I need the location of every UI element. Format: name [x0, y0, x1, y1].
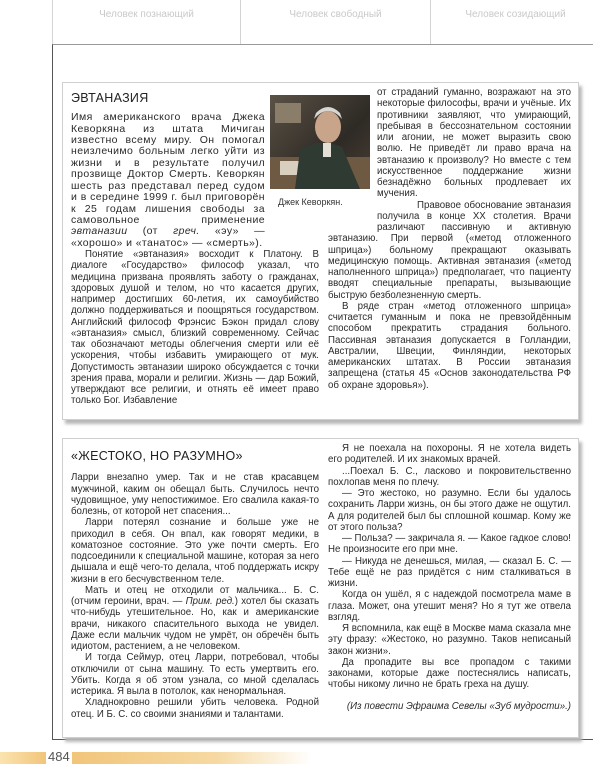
- euthanasia-intro: Имя американского врача Джека Кеворкяна из штата Мичиган известно всему миру. Он помогал неизлечимо больным легко уйти из жизни и в результате получил прозвище Доктор Смерть. Кеворкян шесть раз представал перед судом и в середине 1999 г. был приговорён к 25 годам лишения свободы за самовольное применение эвтаназии (от греч. «эу» — «хорошо» и «танатос» — «смерть»).: [71, 111, 265, 249]
- story-paragraph: Мать и отец не отходили от мальчика... Б. С. (отчим героини, врач. — Прим. ред.) хотел бы сказать что-нибудь утешительное. Но, как и американские врачи, никакого спасительного выхода не увидел. Даже если мальчик чудом не умрёт, он обречён быть идиотом, растением, а не человеком.: [71, 584, 319, 652]
- story-paragraph: Хладнокровно решили убить человека. Родной отец. И Б. С. со своими знаниями и талантами.: [71, 697, 319, 720]
- story-box: [62, 438, 579, 738]
- story-paragraph: ...Поехал Б. С., ласково и покровительственно похлопав меня по плечу.: [328, 465, 571, 488]
- story-paragraph: Я не поехала на похороны. Я не хотела видеть его родителей. И их знакомых врачей.: [328, 443, 571, 466]
- story-left-column: [71, 451, 319, 720]
- header-tab-1: Человек познающий: [52, 0, 240, 44]
- euthanasia-box: [62, 82, 579, 420]
- story-paragraph: — Польза? — закричала я. — Какое гадкое слово! Не произносите его при мне.: [328, 533, 571, 556]
- euthanasia-right-column: [328, 87, 571, 391]
- page-bar-right: [72, 752, 312, 764]
- story-right-column: [328, 443, 571, 712]
- euthanasia-paragraph: Понятие «эвтаназия» восходит к Платону. В диалоге «Государство» философ указал, что медицина призвана проявлять заботу о гражданах, здоровых душой и телом, но что касается других, например достигших 60-летия, их самоубийство должно поддерживаться и поощряться государством. Английский философ Фрэнсис Бэкон придал слову «эвтаназия» смысл, близкий современному. Сейчас так обозначают методы облегчения смерти или её ускорения, чтобы избавить умирающего от мук. Допустимость эвтаназии широко обсуждается с точки зрения права, морали и религии. Жизнь — дар Божий, утверждают все религии, и отнять её имеет право только Бог. Избавление: [71, 249, 319, 407]
- story-paragraph: Я вспомнила, как ещё в Москве мама сказала мне эту фразу: «Жестоко, но разумно. Таков неписаный закон жизни».: [328, 623, 571, 657]
- story-paragraph: Да пропадите вы все пропадом с такими законами, которые даже постеснялись написать, чтобы никому лично не брать греха на душу.: [328, 656, 571, 691]
- euthanasia-paragraph: от страданий гуманно, возражают на это некоторые философы, врачи и учёные. Их противники заявляют, что умирающий, пребывая в бессознательном состоянии или агонии, не может выразить свою волю. Не приведёт ли право врача на эвтаназию к произволу? Но вместе с тем искусственное поддержание жизни безнадёжно больных продлевает их мучения.: [377, 87, 571, 200]
- story-source: (Из повести Эфраима Севелы «Зуб мудрости».): [346, 700, 571, 712]
- story-paragraph: Когда он ушёл, я с надеждой посмотрела маме в глаза. Может, она утешит меня? Но я тут же отвела взгляд.: [328, 589, 571, 623]
- page-number: 484: [48, 749, 70, 764]
- story-paragraph: И тогда Сеймур, отец Ларри, потребовал, чтобы отключили от сына машину. То есть умертвить его. Убить. Когда я об этом узнала, со мной сделалась истерика. Я выла в потолок, как ненормальная.: [71, 652, 319, 697]
- page-bar-left: [0, 752, 46, 764]
- euthanasia-paragraph: В ряде стран «метод отложенного шприца» считается гуманным и пока не превзойдённым способом прекратить страдания больного. Пассивная эвтаназия допускается в Голландии, Австралии, Швеции, Финляндии, некоторых американских штатах. В России эвтаназия запрещена (статья 45 «Основ законодательства РФ об охране здоровья»).: [328, 300, 571, 391]
- header-tab-3: Человек созидающий: [430, 0, 600, 44]
- running-header: [52, 0, 600, 44]
- story-paragraph: — Это жестоко, но разумно. Если бы удалось сохранить Ларри жизнь, он бы этого даже не ощутил. А для родителей был бы сплошной кошмар. Кому же от этого польза?: [328, 488, 571, 533]
- story-title: «ЖЕСТОКО, НО РАЗУМНО»: [71, 449, 243, 463]
- euthanasia-paragraph: Правовое обоснование эвтаназия получила в конце XX столетия. Врачи различают пассивную и активную эвтаназию. При первой («метод отложенного шприца») больному прекращают оказывать медицинскую помощь. Активная эвтаназия («метод наполненного шприца») предполагает, что пациенту вводят специальные препараты, вызывающие быструю безболезненную смерть.: [328, 199, 571, 301]
- header-tab-2: Человек свободный: [240, 0, 430, 44]
- story-paragraph: Ларри внезапно умер. Так и не став красавцем мужчиной, каким он обещал быть. Случилось нечто чудовищное, уму непостижимое. Его свалила какая-то болезнь, от которой нет спасения...: [71, 472, 319, 517]
- photo-caption: Джек Кеворкян.: [278, 197, 343, 207]
- story-paragraph: — Никуда не денешься, милая, — сказал Б. С. — Тебе ещё не раз придётся с ним сталкиваться в жизни.: [328, 555, 571, 589]
- euthanasia-title: ЭВТАНАЗИЯ: [71, 91, 149, 105]
- story-paragraph: Ларри потерял сознание и больше уже не приходил в себя. Он впал, как говорят медики, в коматозное состояние. Это уже почти смерть. Его подсоединили к специальной машине, которая за него дышала и ещё чего-то делала, чтоб поддержать искру жизни в его бесчувственном теле.: [71, 517, 319, 585]
